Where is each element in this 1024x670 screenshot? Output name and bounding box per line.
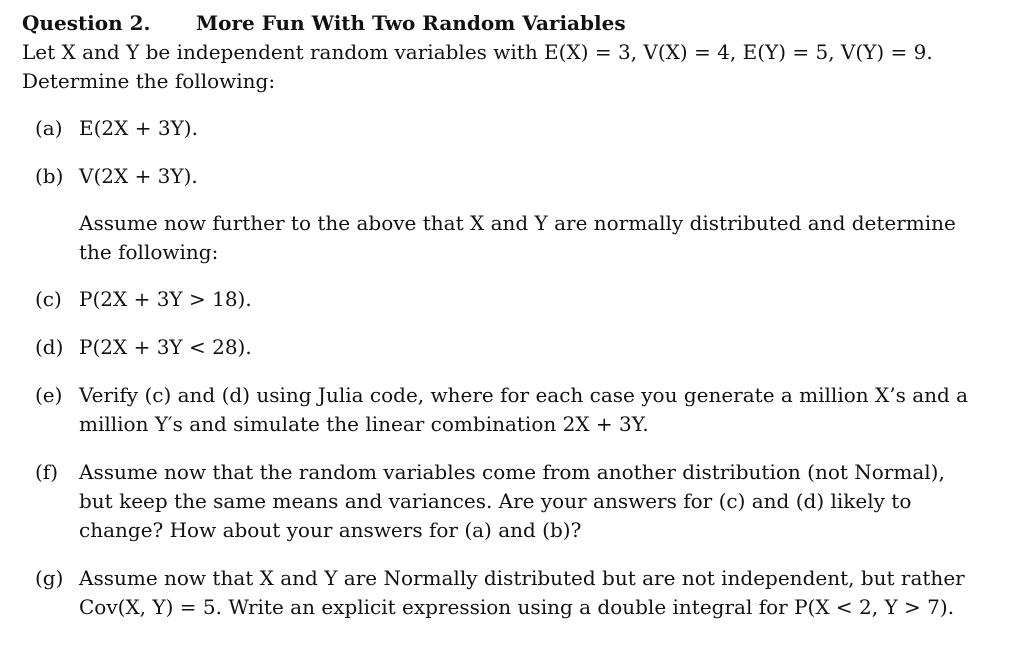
- part-b-text: V(2X + 3Y).: [79, 164, 198, 188]
- question-parts: [22, 114, 982, 622]
- part-g-label: (g): [35, 566, 64, 590]
- part-c: [22, 285, 982, 314]
- part-a-text: E(2X + 3Y).: [79, 116, 198, 140]
- part-f: [22, 458, 979, 545]
- part-b-label: (b): [35, 164, 64, 188]
- part-g-text: Assume now that X and Y are Normally distributed but are not independent, but rather Cov(X, Y) = 5. Write an explicit expression using a double integral for P(X < 2, Y > 7).: [79, 566, 965, 619]
- part-d: [22, 333, 982, 362]
- part-e-text: Verify (c) and (d) using Julia code, where for each case you generate a million X’s and a million Y′s and simulate the linear combination 2X + 3Y.: [79, 383, 969, 436]
- part-c-text: P(2X + 3Y > 18).: [79, 287, 252, 311]
- intro-line-1: Let X and Y be independent random variables with E(X) = 3, V(X) = 4, E(Y) = 5, V(Y) = 9.: [22, 40, 933, 64]
- part-a-label: (a): [35, 116, 63, 140]
- part-b: [22, 162, 982, 191]
- part-a: [22, 114, 982, 143]
- intro-line-2: Determine the following:: [22, 69, 276, 93]
- question-number: Question 2.: [22, 11, 151, 35]
- part-g: [22, 564, 979, 622]
- part-c-label: (c): [35, 287, 62, 311]
- question-heading: [22, 8, 982, 38]
- question-title: More Fun With Two Random Variables: [196, 11, 626, 35]
- part-d-label: (d): [35, 335, 64, 359]
- normal-assumption-note: Assume now further to the above that X and Y are normally distributed and determine the following:: [79, 211, 956, 264]
- part-d-text: P(2X + 3Y < 28).: [79, 335, 252, 359]
- part-e-label: (e): [35, 383, 63, 407]
- question-sheet: [22, 8, 982, 622]
- part-f-label: (f): [35, 460, 59, 484]
- part-e: [22, 381, 979, 439]
- part-f-text: Assume now that the random variables come from another distribution (not Normal), but keep the same means and variances. Are your answers for (c) and (d) likely to change? How about your answers for (a) and (b)?: [79, 460, 945, 542]
